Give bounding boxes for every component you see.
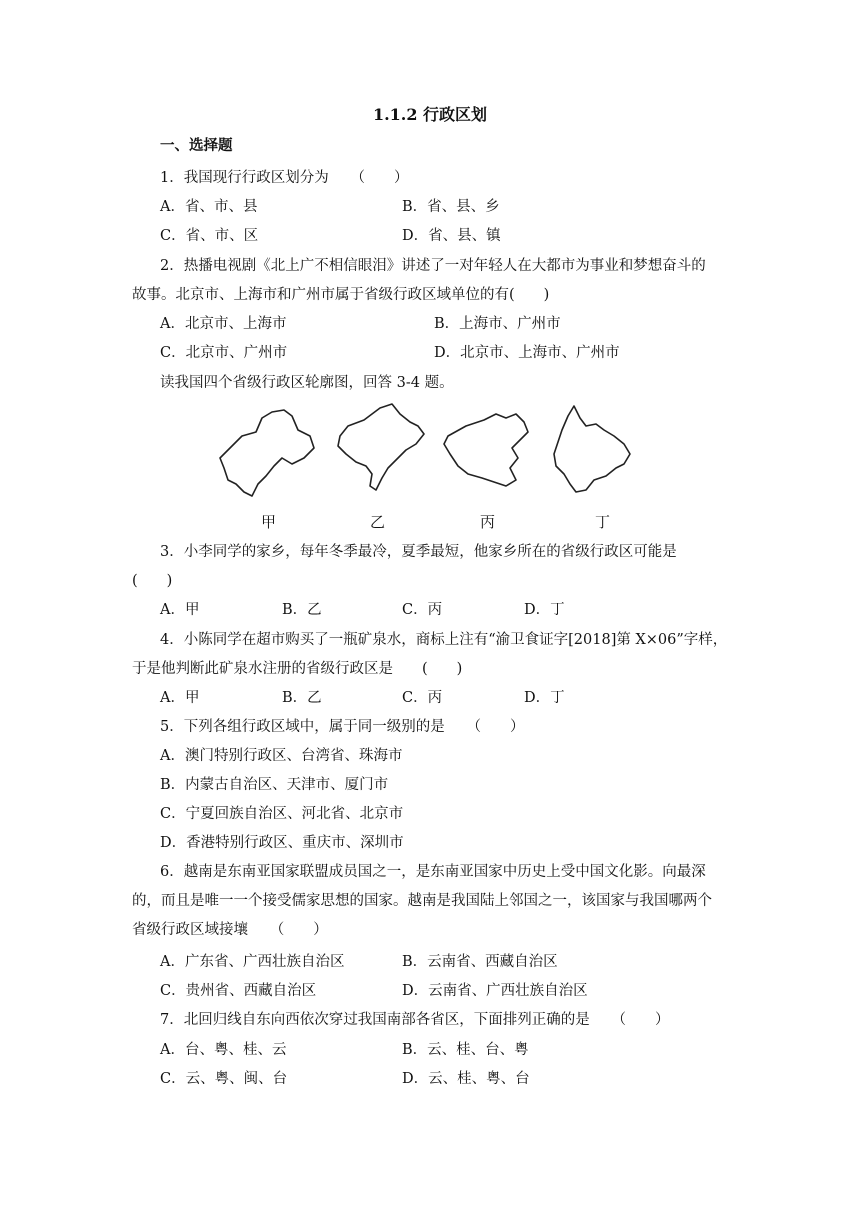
question-7-option-a: A．台、粤、桂、云 (160, 1042, 287, 1058)
question-2-option-b: B．上海市、广州市 (434, 316, 561, 332)
page-title: 1.1.2 行政区划 (372, 105, 488, 124)
question-3-option-d: D．丁 (524, 602, 565, 618)
question-7-stem: 7．北回归线自东向西依次穿过我国南部各省区，下面排列正确的是 （ ） (160, 1012, 670, 1028)
question-6-stem-line-2: 的，而且是唯一一个接受儒家思想的国家。越南是我国陆上邻国之一，该国家与我国哪两个 (132, 893, 712, 909)
question-7-option-c: C．云、粤、闽、台 (160, 1071, 288, 1087)
question-6-stem-line-1: 6．越南是东南亚国家联盟成员国之一，是东南亚国家中历史上受中国文化影。向最深 (160, 864, 706, 880)
question-3-option-b: B．乙 (282, 602, 322, 618)
question-1-option-d: D．省、县、镇 (402, 228, 501, 244)
question-6-option-d: D．云南省、广西壮族自治区 (402, 983, 588, 999)
map-intro: 读我国四个省级行政区轮廓图，回答 3-4 题。 (160, 375, 454, 391)
map-label-ding: 丁 (595, 513, 611, 531)
question-4-option-d: D．丁 (524, 690, 565, 706)
question-6-option-a: A．广东省、广西壮族自治区 (160, 954, 345, 970)
province-outline-bing (444, 414, 528, 486)
question-6-stem-line-3: 省级行政区域接壤 （ ） (132, 922, 328, 938)
map-label-yi: 乙 (370, 513, 386, 531)
map-label-jia: 甲 (261, 513, 277, 531)
question-3-option-c: C．丙 (402, 602, 443, 618)
question-1-option-b: B．省、县、乡 (402, 199, 500, 215)
question-5-stem: 5．下列各组行政区域中，属于同一级别的是 （ ） (160, 719, 525, 735)
question-7-option-d: D．云、桂、粤、台 (402, 1071, 530, 1087)
question-2-option-a: A．北京市、上海市 (160, 316, 287, 332)
question-4-stem-line-2: 于是他判断此矿泉水注册的省级行政区是 ( ) (132, 661, 463, 677)
question-3-stem-line-2: ( ) (132, 573, 173, 589)
question-1-stem: 1．我国现行行政区划分为 （ ） (160, 170, 409, 186)
question-5-option-b: B．内蒙古自治区、天津市、厦门市 (160, 777, 389, 793)
question-1-option-c: C．省、市、区 (160, 228, 259, 244)
question-5-option-a: A．澳门特别行政区、台湾省、珠海市 (160, 748, 403, 764)
map-label-bing: 丙 (480, 513, 496, 531)
section-heading: 一、选择题 (160, 137, 233, 154)
question-7-option-b: B．云、桂、台、粤 (402, 1042, 529, 1058)
question-4-option-a: A．甲 (160, 690, 200, 706)
province-outline-jia (220, 410, 314, 496)
question-1-option-a: A．省、市、县 (160, 199, 258, 215)
question-4-option-c: C．丙 (402, 690, 443, 706)
question-6-option-b: B．云南省、西藏自治区 (402, 954, 558, 970)
question-5-option-d: D．香港特别行政区、重庆市、深圳市 (160, 835, 404, 851)
question-2-stem-line-2: 故事。北京市、上海市和广州市属于省级行政区域单位的有( ) (132, 287, 550, 303)
question-2-option-d: D．北京市、上海市、广州市 (434, 345, 620, 361)
question-3-stem-line-1: 3．小李同学的家乡，每年冬季最冷，夏季最短，他家乡所在的省级行政区可能是 (160, 544, 677, 560)
question-5-option-c: C．宁夏回族自治区、河北省、北京市 (160, 806, 404, 822)
question-2-stem-line-1: 2．热播电视剧《北上广不相信眼泪》讲述了一对年轻人在大都市为事业和梦想奋斗的 (160, 258, 706, 274)
question-3-option-a: A．甲 (160, 602, 200, 618)
question-2-option-c: C．北京市、广州市 (160, 345, 288, 361)
question-4-stem-line-1: 4．小陈同学在超市购买了一瓶矿泉水，商标上注有“渝卫食证字[2018]第 X×06”字样， (160, 632, 728, 648)
question-4-option-b: B．乙 (282, 690, 322, 706)
province-outline-yi (338, 404, 424, 490)
question-6-option-c: C．贵州省、西藏自治区 (160, 983, 317, 999)
province-outline-ding (554, 406, 630, 492)
